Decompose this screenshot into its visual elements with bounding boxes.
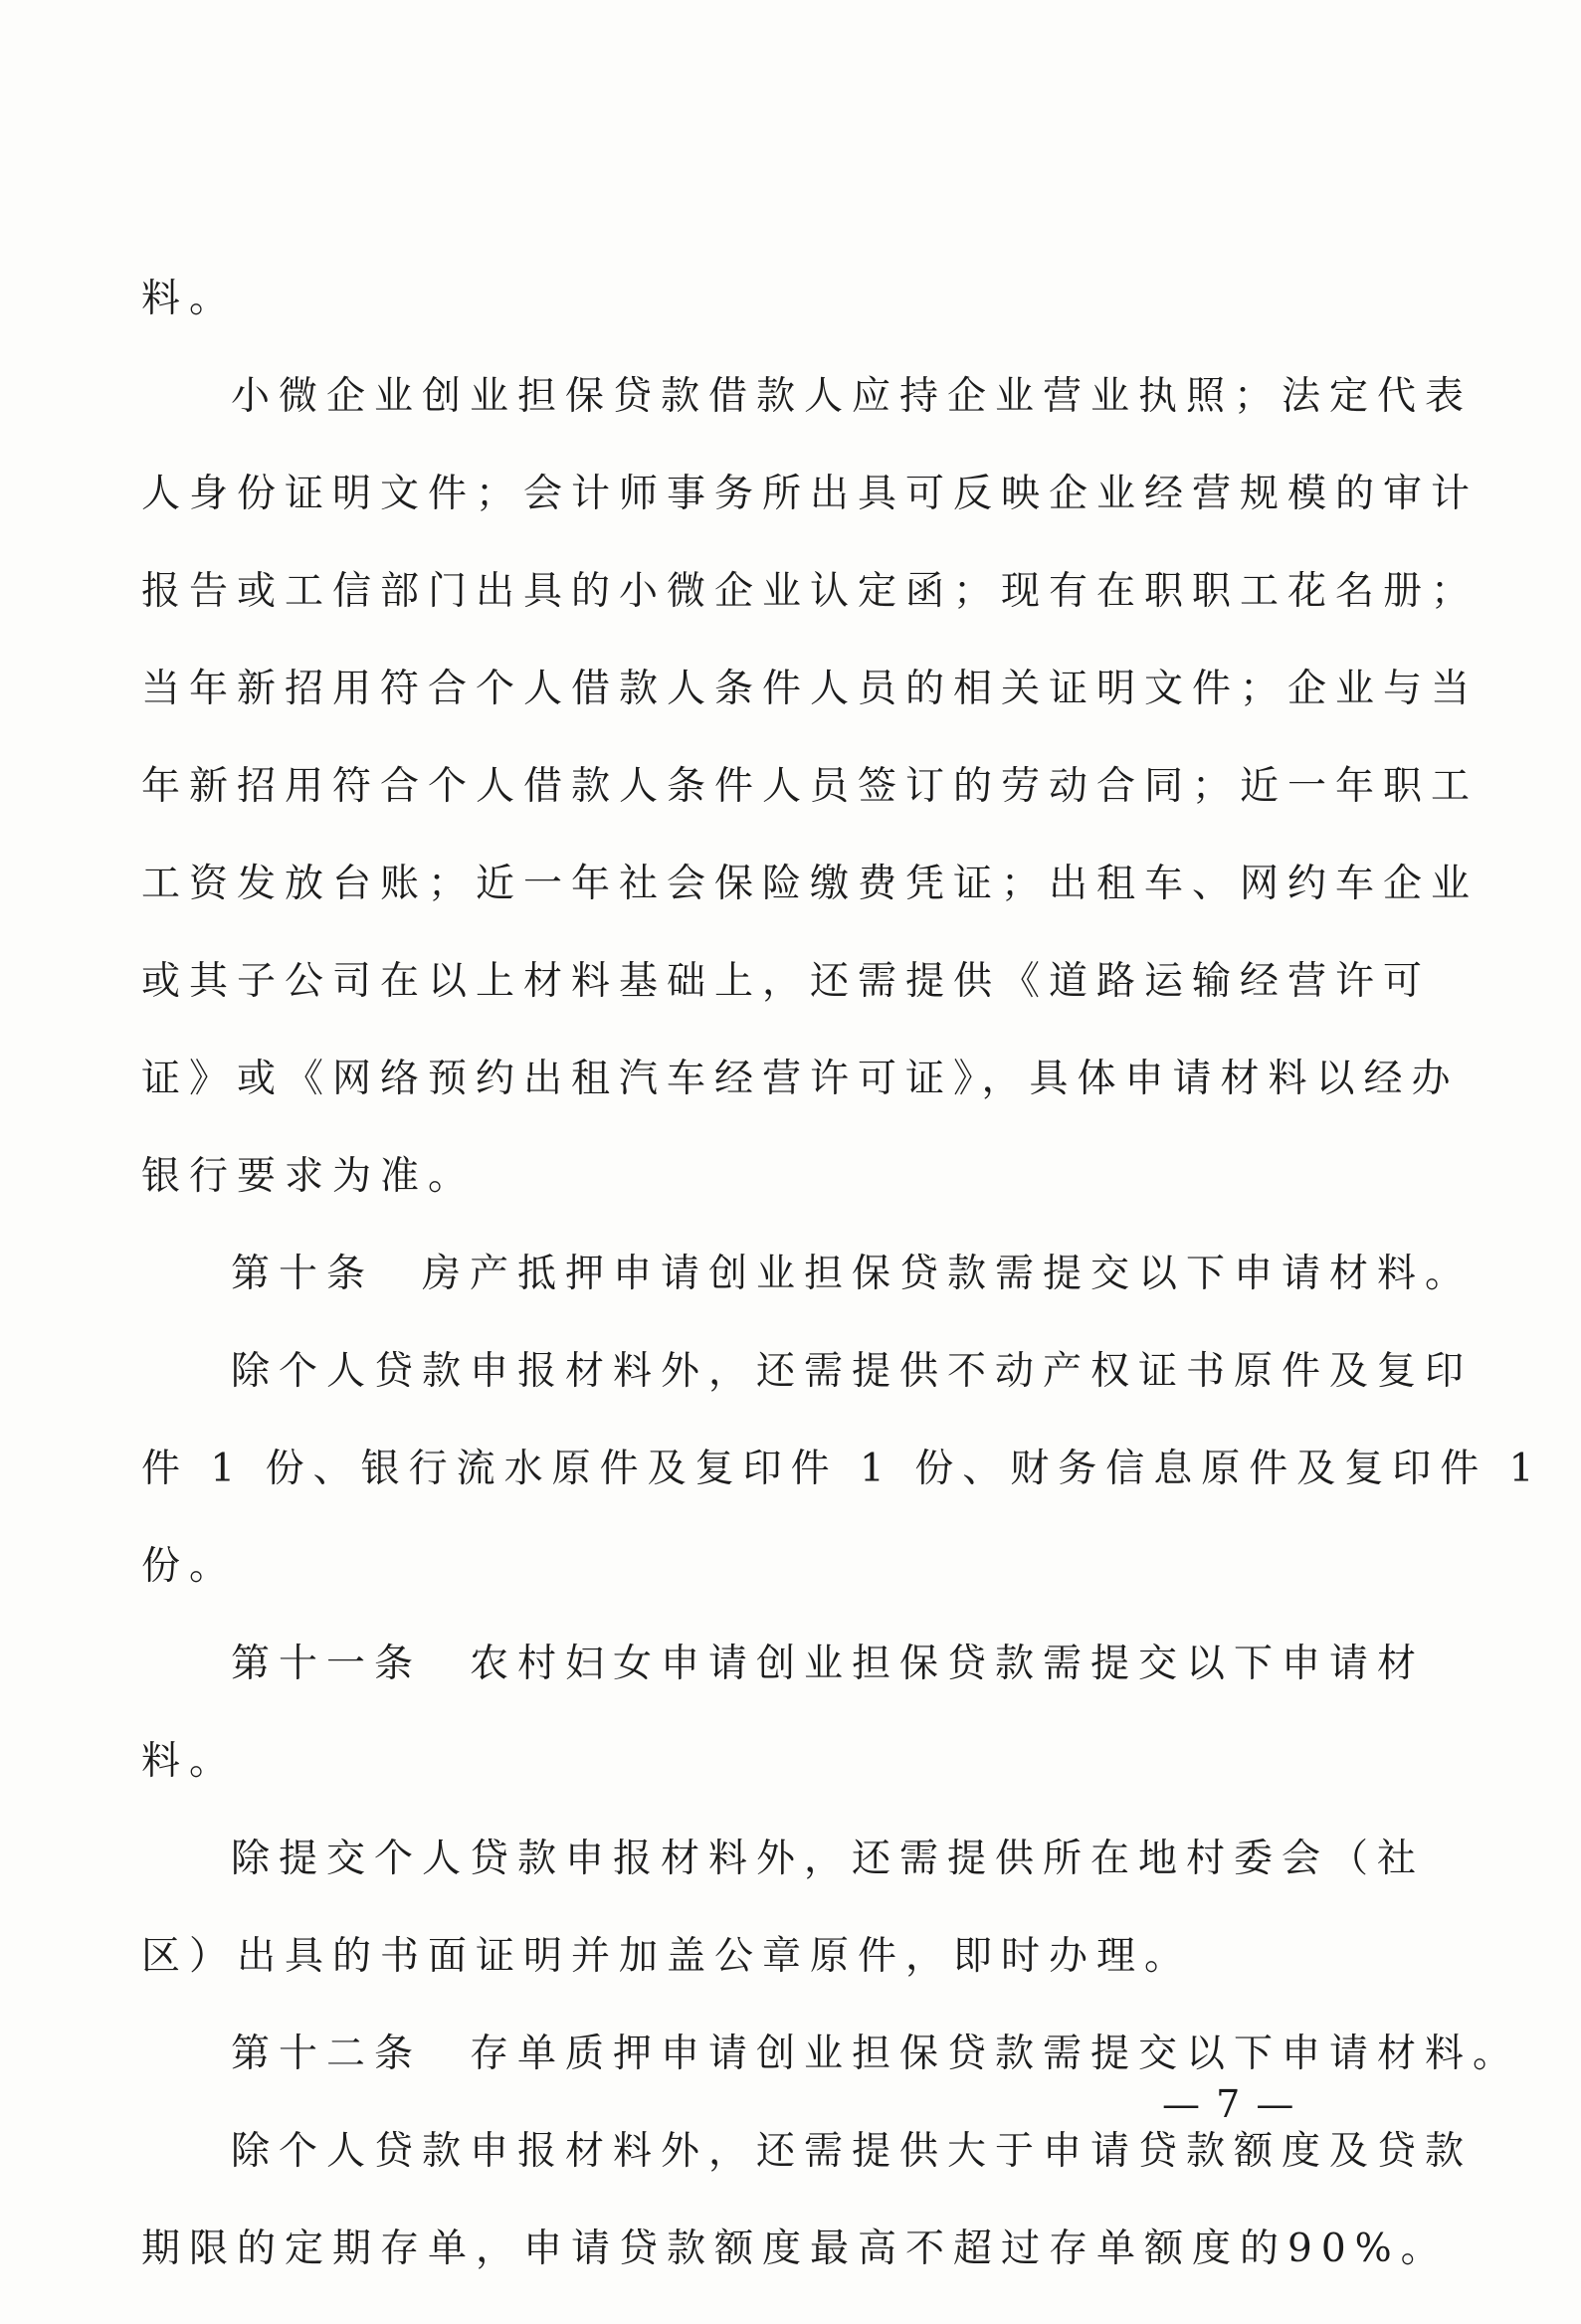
- text-line: 银行要求为准。: [141, 1154, 477, 1199]
- text-line: 工资发放台账；近一年社会保险缴费凭证；出租车、网约车企业: [141, 862, 1480, 906]
- text-line: 料。: [141, 277, 238, 321]
- document-body: [141, 251, 1543, 2298]
- text-line: 证》或《网络预约出租汽车经营许可证》，具体申请材料以经办: [141, 1057, 1460, 1101]
- text-line: 报告或工信部门出具的小微企业认定函；现有在职职工花名册；: [141, 569, 1480, 614]
- text-line: 件 1 份、银行流水原件及复印件 1 份、财务信息原件及复印件 1: [141, 1447, 1543, 1491]
- text-line: 当年新招用符合个人借款人条件人员的相关证明文件；企业与当: [141, 667, 1480, 711]
- page-number: — 7 —: [1162, 2082, 1296, 2126]
- text-line: 料。: [141, 1739, 238, 1784]
- text-line: 期限的定期存单，申请贷款额度最高不超过存单额度的90%。: [141, 2227, 1449, 2271]
- text-line: 除个人贷款申报材料外，还需提供大于申请贷款额度及贷款: [231, 2129, 1474, 2174]
- text-line: 除提交个人贷款申报材料外，还需提供所在地村委会（社: [231, 1837, 1426, 1881]
- text-line: 小微企业创业担保贷款借款人应持企业营业执照；法定代表: [231, 374, 1474, 419]
- text-line: 或其子公司在以上材料基础上，还需提供《道路运输经营许可: [141, 959, 1432, 1004]
- text-line: 除个人贷款申报材料外，还需提供不动产权证书原件及复印: [231, 1349, 1474, 1394]
- article-heading-10: 第十条 房产抵押申请创业担保贷款需提交以下申请材料。: [231, 1252, 1474, 1296]
- text-line: 份。: [141, 1544, 238, 1589]
- text-line: 年新招用符合个人借款人条件人员签订的劳动合同；近一年职工: [141, 764, 1480, 809]
- text-line: 区）出具的书面证明并加盖公章原件，即时办理。: [141, 1934, 1193, 1979]
- article-heading-11: 第十一条 农村妇女申请创业担保贷款需提交以下申请材: [231, 1642, 1426, 1686]
- text-line: 人身份证明文件；会计师事务所出具可反映企业经营规模的审计: [141, 472, 1480, 516]
- article-heading-12: 第十二条 存单质押申请创业担保贷款需提交以下申请材料。: [231, 2032, 1521, 2076]
